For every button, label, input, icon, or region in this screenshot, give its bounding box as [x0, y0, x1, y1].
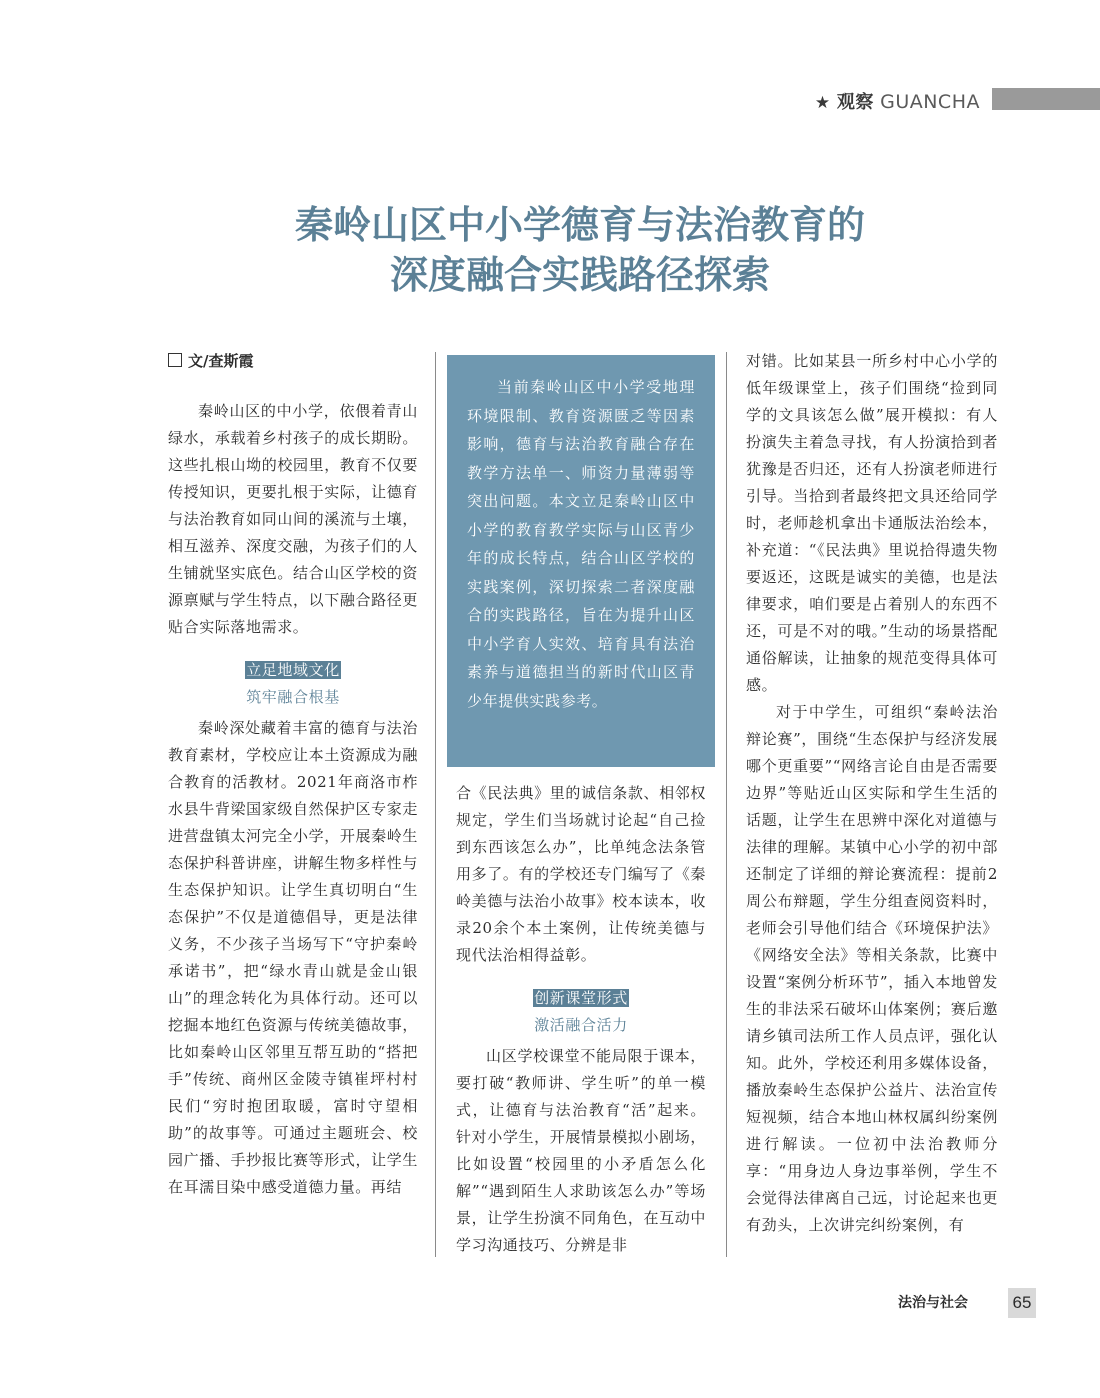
abstract-text: 当前秦岭山区中小学受地理环境限制、教育资源匮乏等因素影响，德育与法治教育融合存在教学方法单一、师资力量薄弱等突出问题。本文立足秦岭山区中小学的教育教学实际与山区青少年的成长特点，结合山区学校的实践案例，深切探索二者深度融合的实践路径，旨在为提升山区中小学育人实效、培育具有法治素养与道德担当的新时代山区青少年提供实践参考。 [467, 378, 695, 710]
page-number: 65 [1008, 1288, 1036, 1318]
column-2 [456, 780, 706, 1259]
byline [168, 350, 253, 371]
star-icon: ★ [814, 93, 831, 113]
section-name-en: GUANCHA [880, 91, 980, 113]
subheading-1-line-2: 筑牢融合根基 [246, 688, 340, 706]
column-divider-2 [726, 352, 727, 1257]
paragraph: 对错。比如某县一所乡村中心小学的低年级课堂上，孩子们围绕“捡到同学的文具该怎么做”展开模拟：有人扮演失主着急寻找，有人扮演拾到者犹豫是否归还，还有人扮演老师进行引导。当拾到者最终把文具还给同学时，老师趁机拿出卡通版法治绘本，补充道：“《民法典》里说拾得遗失物要返还，这既是诚实的美德，也是法律要求，咱们要是占着别人的东西不还，可是不对的哦。”生动的场景搭配通俗解读，让抽象的规范变得具体可感。 [746, 352, 998, 694]
column-3 [746, 348, 998, 1239]
title-line-2: 深度融合实践路径探索 [389, 253, 770, 297]
paragraph: 秦岭山区的中小学，依偎着青山绿水，承载着乡村孩子的成长期盼。这些扎根山坳的校园里，教育不仅要传授知识，更要扎根于实际，让德育与法治教育如同山间的溪流与土壤，相互滋养、深度交融，为孩子们的人生铺就坚实底色。结合山区学校的资源禀赋与学生特点，以下融合路径更贴合实际落地需求。 [168, 402, 418, 636]
abstract-box [447, 355, 715, 767]
subheading-2-line-1: 创新课堂形式 [534, 989, 628, 1007]
column-divider-1 [435, 352, 436, 1257]
section-name-cn: 观察 [836, 92, 874, 113]
header-bar [992, 88, 1100, 110]
square-icon [168, 353, 182, 367]
title-line-1: 秦岭山区中小学德育与法治教育的 [294, 203, 865, 247]
subheading-1-line-1: 立足地域文化 [246, 661, 340, 679]
subheading-2 [456, 985, 706, 1039]
article-title [0, 200, 1100, 300]
subheading-1 [168, 657, 418, 711]
paragraph: 山区学校课堂不能局限于课本，要打破“教师讲、学生听”的单一模式，让德育与法治教育“活”起来。针对小学生，开展情景模拟小剧场，比如设置“校园里的小矛盾怎么化解”“遇到陌生人求助该怎么办”等场景，让学生扮演不同角色，在互动中学习沟通技巧、分辨是非 [456, 1047, 706, 1254]
paragraph: 合《民法典》里的诚信条款、相邻权规定，学生们当场就讨论起“自己捡到东西该怎么办”，比单纯念法条管用多了。有的学校还专门编写了《秦岭美德与法治小故事》校本读本，收录20余个本土案例，让传统美德与现代法治相得益彰。 [456, 784, 706, 964]
paragraph: 对于中学生，可组织“秦岭法治辩论赛”，围绕“生态保护与经济发展哪个更重要”“网络言论自由是否需要边界”等贴近山区实际和学生生活的话题，让学生在思辨中深化对道德与法律的理解。某镇中心小学的初中部还制定了详细的辩论赛流程：提前2周公布辩题，学生分组查阅资料时，老师会引导他们结合《环境保护法》《网络安全法》等相关条款，比赛中设置“案例分析环节”，插入本地曾发生的非法采石破坏山体案例；赛后邀请乡镇司法所工作人员点评，强化认知。此外，学校还利用多媒体设备，播放秦岭生态保护公益片、法治宣传短视频，结合本地山林权属纠纷案例进行解读。一位初中法治教师分享：“用身边人身边事举例，学生不会觉得法律离自己远，讨论起来也更有劲头，上次讲完纠纷案例，有 [746, 703, 998, 1234]
author: 文/查斯霞 [188, 352, 254, 370]
section-tag [815, 88, 980, 114]
magazine-name: 法治与社会 [898, 1295, 968, 1311]
column-1 [168, 398, 418, 1201]
paragraph: 秦岭深处藏着丰富的德育与法治教育素材，学校应让本土资源成为融合教育的活教材。2021年商洛市柞水县牛背梁国家级自然保护区专家走进营盘镇太河完全小学，开展秦岭生态保护科普讲座，讲解生物多样性与生态保护知识。让学生真切明白“生态保护”不仅是道德倡导，更是法律义务，不少孩子当场写下“守护秦岭承诺书”，把“绿水青山就是金山银山”的理念转化为具体行动。还可以挖掘本地红色资源与传统美德故事，比如秦岭山区邻里互帮互助的“搭把手”传统、商州区金陵寺镇崔坪村村民们“穷时抱团取暖，富时守望相助”的故事等。可通过主题班会、校园广播、手抄报比赛等形式，让学生在耳濡目染中感受道德力量。再结 [168, 719, 418, 1196]
subheading-2-line-2: 激活融合活力 [534, 1016, 628, 1034]
